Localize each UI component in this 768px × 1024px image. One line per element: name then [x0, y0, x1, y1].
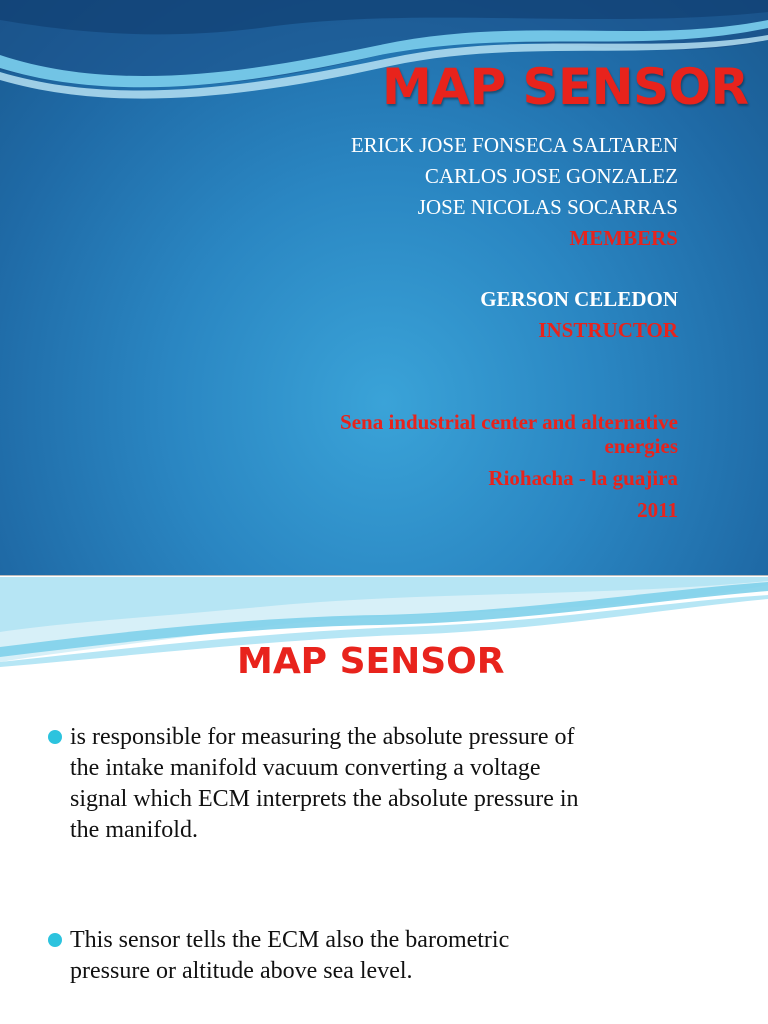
bullet-dot-icon: [48, 730, 62, 744]
bullet-text: This sensor tells the ECM also the barometric: [70, 927, 510, 953]
location: Riohacha - la guajira: [488, 466, 678, 490]
institution-line: energies: [604, 434, 678, 458]
members-block: [351, 130, 678, 254]
slide-title: MAP SENSOR: [382, 58, 749, 116]
member-name: JOSE NICOLAS SOCARRAS: [417, 195, 678, 219]
bullet-text: the manifold.: [70, 817, 198, 843]
slide-divider: [0, 575, 768, 576]
instructor-block: [480, 284, 678, 346]
bullet-item: [48, 722, 738, 846]
content-slide: [0, 577, 768, 1024]
bullet-text: the intake manifold vacuum converting a voltage: [70, 755, 541, 781]
bullet-item: [48, 925, 738, 987]
bullet-text: is responsible for measuring the absolute pressure of: [70, 724, 575, 750]
bullet-dot-icon: [48, 933, 62, 947]
bullet-text: signal which ECM interprets the absolute pressure in: [70, 786, 579, 812]
instructor-name: GERSON CELEDON: [480, 287, 678, 311]
members-label: MEMBERS: [569, 226, 678, 250]
year: 2011: [637, 498, 678, 522]
member-name: ERICK JOSE FONSECA SALTAREN: [350, 133, 678, 157]
member-name: CARLOS JOSE GONZALEZ: [424, 164, 678, 188]
institution-line: Sena industrial center and alternative: [340, 410, 678, 434]
institution-block: [208, 410, 678, 522]
instructor-label: INSTRUCTOR: [538, 318, 678, 342]
bullet-text: pressure or altitude above sea level.: [70, 958, 413, 984]
slide-title: MAP SENSOR: [237, 641, 505, 682]
